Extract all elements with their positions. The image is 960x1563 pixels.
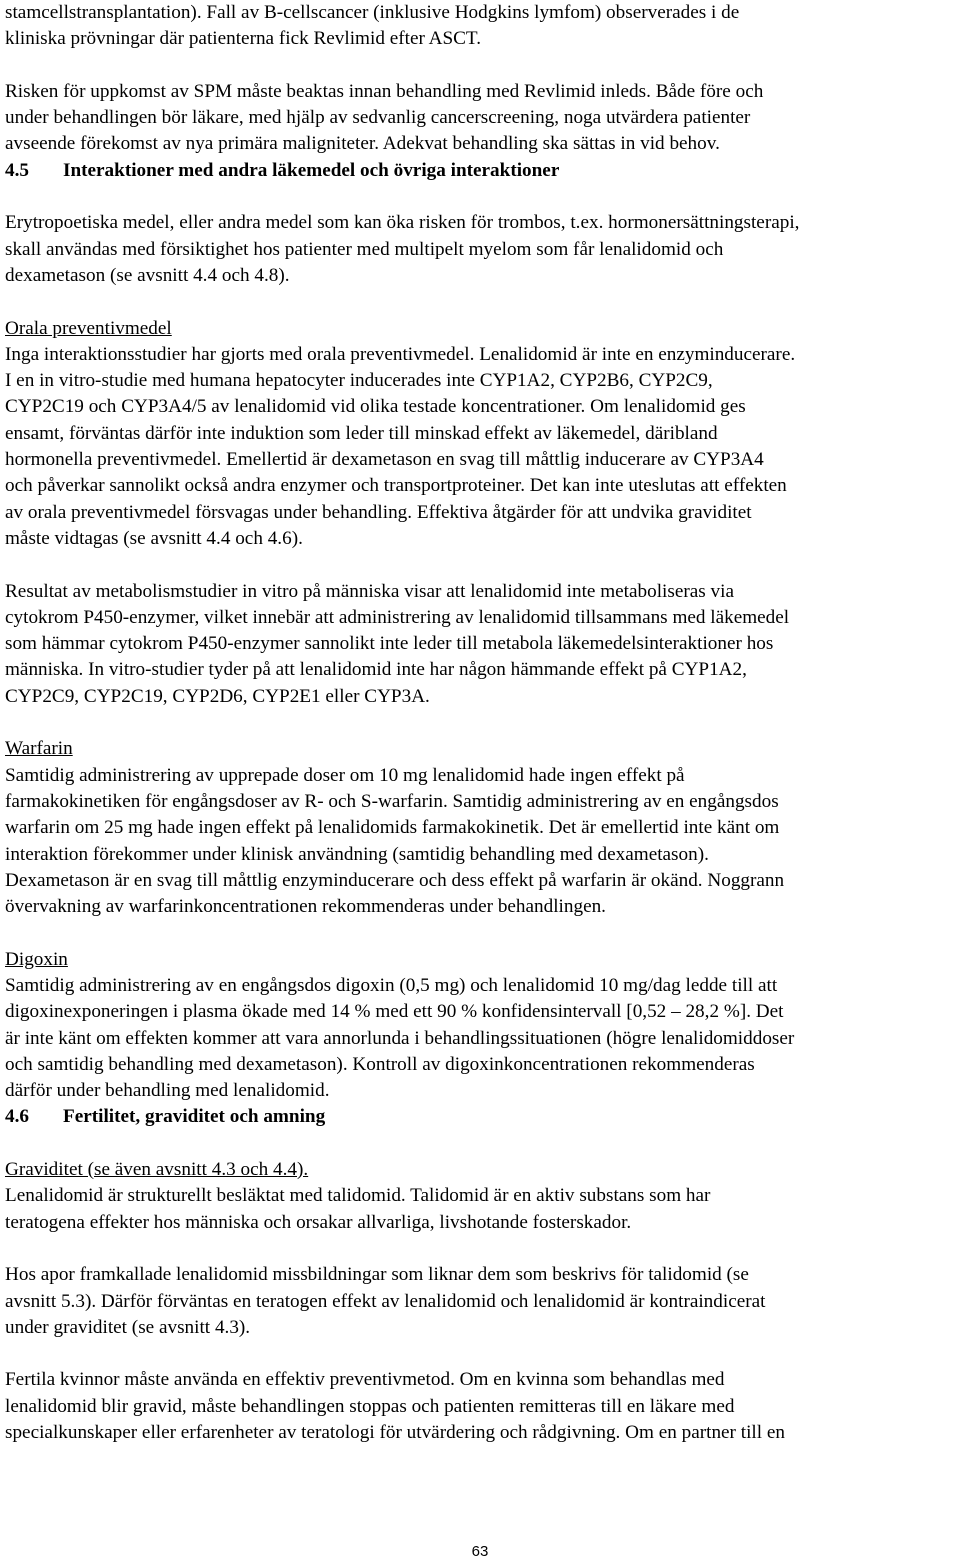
section-heading-4-5 — [5, 158, 955, 184]
section-number: 4.5 — [5, 159, 29, 181]
text-line: CYP2C19 och CYP3A4/5 av lenalidomid vid olika testade koncentrationer. Om lenalidomid ges — [5, 396, 746, 418]
text-line: och påverkar sannolikt också andra enzymer och transportproteiner. Det kan inte uteslutas att effekten — [5, 475, 787, 497]
document-page — [5, 0, 955, 1446]
text-line: under graviditet (se avsnitt 4.3). — [5, 1316, 251, 1338]
spm-risk-paragraph — [5, 79, 955, 158]
text-line: digoxinexponeringen i plasma ökade med 14 % med ett 90 % konfidensintervall [0,52 – 28,2 %]. Det — [5, 1001, 784, 1023]
text-line: övervakning av warfarinkoncentrationen rekommenderas under behandlingen. — [5, 896, 606, 918]
pregnancy-section — [5, 1157, 955, 1236]
oral-contraceptives-section — [5, 316, 955, 553]
erythropoietic-paragraph — [5, 210, 955, 289]
text-line: cytokrom P450-enzymer, vilket innebär att administrering av lenalidomid tillsammans med läkemedel — [5, 606, 790, 628]
fertile-women-paragraph — [5, 1367, 955, 1446]
subheading-warfarin: Warfarin — [5, 738, 73, 760]
text-line: måste vidtagas (se avsnitt 4.4 och 4.6). — [5, 527, 303, 549]
text-line: hormonella preventivmedel. Emellertid är dexametason en svag till måttlig inducerare av CYP3A4 — [5, 449, 764, 471]
subheading-digoxin: Digoxin — [5, 948, 68, 970]
text-line: Resultat av metabolismstudier in vitro på människa visar att lenalidomid inte metaboliseras via — [5, 580, 734, 602]
text-line: är inte känt om effekten kommer att vara annorlunda i behandlingssituationen (högre lenalidomiddoser — [5, 1027, 795, 1049]
text-line: I en in vitro-studie med humana hepatocyter inducerades inte CYP1A2, CYP2B6, CYP2C9, — [5, 370, 713, 392]
text-line: dexametason (se avsnitt 4.4 och 4.8). — [5, 264, 290, 286]
text-line: teratogena effekter hos människa och orsakar allvarliga, livshotande fosterskador. — [5, 1211, 632, 1233]
text-line: Hos apor framkallade lenalidomid missbildningar som liknar dem som beskrivs för talidomid (se — [5, 1264, 749, 1286]
section-number: 4.6 — [5, 1106, 29, 1128]
metabolism-paragraph — [5, 579, 955, 710]
text-line: CYP2C9, CYP2C19, CYP2D6, CYP2E1 eller CYP3A. — [5, 685, 430, 707]
text-line: lenalidomid blir gravid, måste behandlingen stoppas och patienten remitteras till en läkare med — [5, 1395, 735, 1417]
text-line: människa. In vitro-studier tyder på att lenalidomid inte har någon hämmande effekt på CYP1A2, — [5, 659, 747, 681]
text-line: kliniska prövningar där patienterna fick Revlimid efter ASCT. — [5, 28, 482, 50]
text-line: ensamt, förväntas därför inte induktion som leder till minskad effekt av läkemedel, däribland — [5, 422, 718, 444]
text-line: interaktion förekommer under klinisk användning (samtidig behandling med dexametason). — [5, 843, 709, 865]
text-line: under behandlingen bör läkare, med hjälp av sedvanlig cancerscreening, noga utvärdera patienter — [5, 107, 751, 129]
text-line: stamcellstransplantation). Fall av B-cellscancer (inklusive Hodgkins lymfom) observerades i de — [5, 2, 740, 23]
text-line: Lenalidomid är strukturellt besläktat med talidomid. Talidomid är en aktiv substans som har — [5, 1185, 711, 1207]
text-line: Samtidig administrering av upprepade doser om 10 mg lenalidomid hade ingen effekt på — [5, 764, 685, 786]
warfarin-section — [5, 736, 955, 920]
spm-paragraph-continued — [5, 0, 955, 53]
text-line: Samtidig administrering av en engångsdos digoxin (0,5 mg) och lenalidomid 10 mg/dag ledde till att — [5, 974, 778, 996]
text-line: specialkunskaper eller erfarenheter av teratologi för utvärdering och rådgivning. Om en partner till en — [5, 1422, 785, 1444]
text-line: Inga interaktionsstudier har gjorts med orala preventivmedel. Lenalidomid är inte en enzyminducerare. — [5, 343, 796, 365]
text-line: Risken för uppkomst av SPM måste beaktas innan behandling med Revlimid inleds. Både före och — [5, 80, 764, 102]
text-line: warfarin om 25 mg hade ingen effekt på lenalidomids farmakokinetik. Det är emellertid inte känt om — [5, 817, 780, 839]
text-line: Fertila kvinnor måste använda en effektiv preventivmetod. Om en kvinna som behandlas med — [5, 1369, 725, 1391]
text-line: Erytropoetiska medel, eller andra medel som kan öka risken för trombos, t.ex. hormonersättningsterapi, — [5, 212, 800, 234]
text-line: avseende förekomst av nya primära maligniteter. Adekvat behandling ska sättas in vid behov. — [5, 133, 720, 155]
monkey-study-paragraph — [5, 1262, 955, 1341]
text-line: avsnitt 5.3). Därför förväntas en teratogen effekt av lenalidomid och lenalidomid är kontraindicerat — [5, 1290, 766, 1312]
section-title: Interaktioner med andra läkemedel och övriga interaktioner — [63, 159, 560, 181]
page-number: 63 — [471, 1543, 489, 1560]
section-heading-4-6 — [5, 1104, 955, 1130]
text-line: och samtidig behandling med dexametason). Kontroll av digoxinkoncentrationen rekommenderas — [5, 1053, 755, 1075]
section-title: Fertilitet, graviditet och amning — [63, 1106, 326, 1128]
text-line: Dexametason är en svag till måttlig enzyminducerare och dess effekt på warfarin är okänd. Noggrann — [5, 869, 785, 891]
text-line: som hämmar cytokrom P450-enzymer sannolikt inte leder till metabola läkemedelsinteraktioner hos — [5, 633, 774, 655]
subheading-pregnancy: Graviditet (se även avsnitt 4.3 och 4.4). — [5, 1159, 309, 1181]
text-line: skall användas med försiktighet hos patienter med multipelt myelom som får lenalidomid och — [5, 238, 724, 260]
subheading-oral-contraceptives: Orala preventivmedel — [5, 317, 172, 339]
text-line: därför under behandling med lenalidomid. — [5, 1080, 330, 1102]
text-line: av orala preventivmedel försvagas under behandling. Effektiva åtgärder för att undvika graviditet — [5, 501, 752, 523]
text-line: farmakokinetiken för engångsdoser av R- och S-warfarin. Samtidig administrering av en engångsdos — [5, 790, 779, 812]
digoxin-section — [5, 947, 955, 1105]
